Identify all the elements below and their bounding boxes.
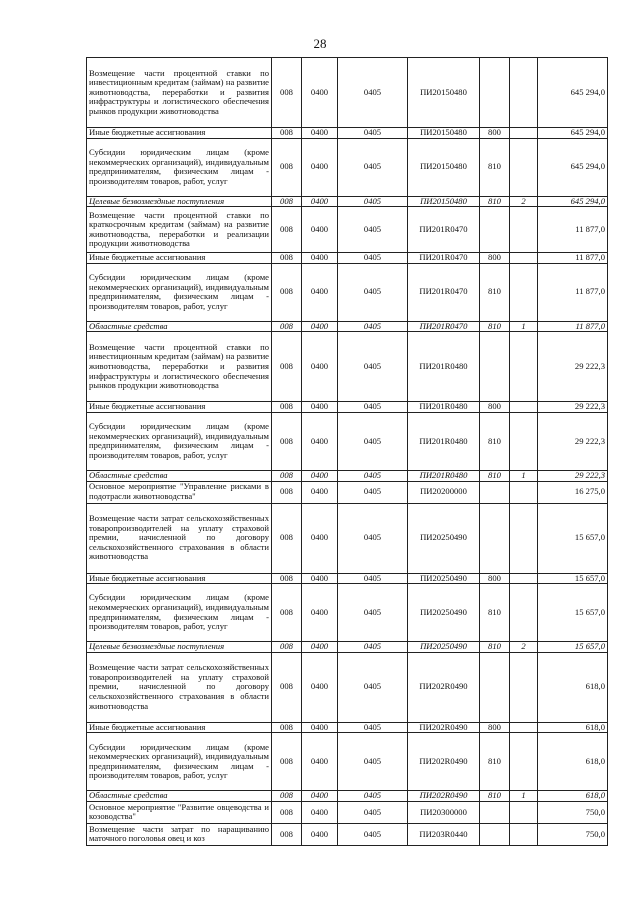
- target-article-cell: ПИ20150480: [408, 138, 480, 196]
- section-code-cell: 0400: [302, 652, 338, 722]
- section-code-cell: 0400: [302, 402, 338, 413]
- table-row: [87, 332, 608, 402]
- expense-type-cell: [480, 801, 510, 823]
- target-article-cell: ПИ20250490: [408, 573, 480, 584]
- amount-cell: 29 222,3: [538, 470, 608, 481]
- amount-cell: 618,0: [538, 733, 608, 791]
- subsection-code-cell: 0405: [338, 321, 408, 332]
- target-article-cell: ПИ20250490: [408, 503, 480, 573]
- table-row: [87, 196, 608, 207]
- name-cell: Возмещение части процентной ставки по краткосрочным кредитам (займам) на развитие животноводства, переработки и реализации продукции животноводства: [87, 207, 272, 253]
- target-article-cell: ПИ201R0470: [408, 253, 480, 264]
- budget-table: [86, 57, 608, 846]
- ministry-code-cell: 008: [272, 321, 302, 332]
- target-article-cell: ПИ20300000: [408, 801, 480, 823]
- target-article-cell: ПИ202R0490: [408, 791, 480, 802]
- name-cell: Возмещение части затрат сельскохозяйственных товаропроизводителей на уплату страховой премии, начисленной по договору сельскохозяйственного страхования в области животноводства: [87, 503, 272, 573]
- expense-type-cell: 810: [480, 791, 510, 802]
- funding-source-cell: [510, 801, 538, 823]
- name-cell: Возмещение части затрат сельскохозяйственных товаропроизводителей на уплату страховой премии, начисленной по договору сельскохозяйственного страхования в области животноводства: [87, 652, 272, 722]
- ministry-code-cell: 008: [272, 652, 302, 722]
- table-row: [87, 733, 608, 791]
- name-cell: Иные бюджетные ассигнования: [87, 253, 272, 264]
- target-article-cell: ПИ201R0480: [408, 332, 480, 402]
- target-article-cell: ПИ201R0470: [408, 263, 480, 321]
- subsection-code-cell: 0405: [338, 823, 408, 845]
- table-row: [87, 573, 608, 584]
- section-code-cell: 0400: [302, 253, 338, 264]
- expense-type-cell: 810: [480, 733, 510, 791]
- section-code-cell: 0400: [302, 321, 338, 332]
- ministry-code-cell: 008: [272, 412, 302, 470]
- amount-cell: 618,0: [538, 722, 608, 733]
- funding-source-cell: [510, 58, 538, 128]
- amount-cell: 11 877,0: [538, 321, 608, 332]
- amount-cell: 645 294,0: [538, 138, 608, 196]
- expense-type-cell: 800: [480, 722, 510, 733]
- table-row: [87, 481, 608, 503]
- expense-type-cell: 810: [480, 321, 510, 332]
- expense-type-cell: 810: [480, 196, 510, 207]
- expense-type-cell: [480, 823, 510, 845]
- funding-source-cell: [510, 722, 538, 733]
- expense-type-cell: [480, 652, 510, 722]
- section-code-cell: 0400: [302, 128, 338, 139]
- ministry-code-cell: 008: [272, 503, 302, 573]
- section-code-cell: 0400: [302, 503, 338, 573]
- name-cell: Субсидии юридическим лицам (кроме некоммерческих организаций), индивидуальным предпринимателям, физическим лицам - производителям товаров, работ, услуг: [87, 584, 272, 642]
- table-row: [87, 791, 608, 802]
- subsection-code-cell: 0405: [338, 722, 408, 733]
- target-article-cell: ПИ201R0470: [408, 207, 480, 253]
- ministry-code-cell: 008: [272, 128, 302, 139]
- funding-source-cell: [510, 263, 538, 321]
- target-article-cell: ПИ202R0490: [408, 652, 480, 722]
- ministry-code-cell: 008: [272, 402, 302, 413]
- table-row: [87, 402, 608, 413]
- ministry-code-cell: 008: [272, 573, 302, 584]
- subsection-code-cell: 0405: [338, 584, 408, 642]
- section-code-cell: 0400: [302, 263, 338, 321]
- expense-type-cell: [480, 481, 510, 503]
- subsection-code-cell: 0405: [338, 58, 408, 128]
- section-code-cell: 0400: [302, 196, 338, 207]
- name-cell: Субсидии юридическим лицам (кроме некоммерческих организаций), индивидуальным предпринимателям, физическим лицам - производителям товаров, работ, услуг: [87, 138, 272, 196]
- ministry-code-cell: 008: [272, 196, 302, 207]
- funding-source-cell: [510, 733, 538, 791]
- section-code-cell: 0400: [302, 573, 338, 584]
- amount-cell: 618,0: [538, 791, 608, 802]
- funding-source-cell: [510, 138, 538, 196]
- amount-cell: 15 657,0: [538, 573, 608, 584]
- ministry-code-cell: 008: [272, 791, 302, 802]
- table-row: [87, 207, 608, 253]
- expense-type-cell: [480, 58, 510, 128]
- funding-source-cell: [510, 253, 538, 264]
- table-row: [87, 128, 608, 139]
- ministry-code-cell: 008: [272, 584, 302, 642]
- funding-source-cell: 2: [510, 196, 538, 207]
- subsection-code-cell: 0405: [338, 207, 408, 253]
- ministry-code-cell: 008: [272, 58, 302, 128]
- ministry-code-cell: 008: [272, 470, 302, 481]
- section-code-cell: 0400: [302, 332, 338, 402]
- funding-source-cell: 2: [510, 642, 538, 653]
- subsection-code-cell: 0405: [338, 332, 408, 402]
- expense-type-cell: 800: [480, 573, 510, 584]
- table-row: [87, 642, 608, 653]
- funding-source-cell: [510, 481, 538, 503]
- amount-cell: 15 657,0: [538, 503, 608, 573]
- name-cell: Областные средства: [87, 791, 272, 802]
- target-article-cell: ПИ203R0440: [408, 823, 480, 845]
- name-cell: Основное мероприятие "Управление рисками в подотрасли животноводства": [87, 481, 272, 503]
- target-article-cell: ПИ20150480: [408, 128, 480, 139]
- funding-source-cell: [510, 823, 538, 845]
- table-row: [87, 412, 608, 470]
- name-cell: Иные бюджетные ассигнования: [87, 128, 272, 139]
- funding-source-cell: [510, 207, 538, 253]
- target-article-cell: ПИ201R0480: [408, 402, 480, 413]
- section-code-cell: 0400: [302, 642, 338, 653]
- subsection-code-cell: 0405: [338, 801, 408, 823]
- amount-cell: 750,0: [538, 823, 608, 845]
- target-article-cell: ПИ20150480: [408, 196, 480, 207]
- name-cell: Субсидии юридическим лицам (кроме некоммерческих организаций), индивидуальным предпринимателям, физическим лицам - производителям товаров, работ, услуг: [87, 733, 272, 791]
- expense-type-cell: 810: [480, 470, 510, 481]
- target-article-cell: ПИ201R0470: [408, 321, 480, 332]
- ministry-code-cell: 008: [272, 733, 302, 791]
- amount-cell: 29 222,3: [538, 412, 608, 470]
- table-row: [87, 263, 608, 321]
- amount-cell: 15 657,0: [538, 642, 608, 653]
- ministry-code-cell: 008: [272, 801, 302, 823]
- name-cell: Субсидии юридическим лицам (кроме некоммерческих организаций), индивидуальным предпринимателям, физическим лицам - производителям товаров, работ, услуг: [87, 412, 272, 470]
- amount-cell: 15 657,0: [538, 584, 608, 642]
- name-cell: Целевые безвозмездные поступления: [87, 196, 272, 207]
- subsection-code-cell: 0405: [338, 138, 408, 196]
- ministry-code-cell: 008: [272, 253, 302, 264]
- target-article-cell: ПИ201R0480: [408, 412, 480, 470]
- name-cell: Основное мероприятие "Развитие овцеводства и козоводства": [87, 801, 272, 823]
- table-row: [87, 722, 608, 733]
- subsection-code-cell: 0405: [338, 503, 408, 573]
- subsection-code-cell: 0405: [338, 412, 408, 470]
- section-code-cell: 0400: [302, 584, 338, 642]
- section-code-cell: 0400: [302, 470, 338, 481]
- section-code-cell: 0400: [302, 801, 338, 823]
- name-cell: Иные бюджетные ассигнования: [87, 722, 272, 733]
- name-cell: Целевые безвозмездные поступления: [87, 642, 272, 653]
- target-article-cell: ПИ202R0490: [408, 733, 480, 791]
- amount-cell: 618,0: [538, 652, 608, 722]
- subsection-code-cell: 0405: [338, 470, 408, 481]
- expense-type-cell: 800: [480, 128, 510, 139]
- expense-type-cell: 810: [480, 138, 510, 196]
- amount-cell: 11 877,0: [538, 253, 608, 264]
- funding-source-cell: 1: [510, 321, 538, 332]
- ministry-code-cell: 008: [272, 207, 302, 253]
- target-article-cell: ПИ20200000: [408, 481, 480, 503]
- subsection-code-cell: 0405: [338, 642, 408, 653]
- target-article-cell: ПИ20150480: [408, 58, 480, 128]
- expense-type-cell: 810: [480, 584, 510, 642]
- section-code-cell: 0400: [302, 791, 338, 802]
- target-article-cell: ПИ201R0480: [408, 470, 480, 481]
- subsection-code-cell: 0405: [338, 733, 408, 791]
- expense-type-cell: [480, 503, 510, 573]
- expense-type-cell: [480, 332, 510, 402]
- name-cell: Субсидии юридическим лицам (кроме некоммерческих организаций), индивидуальным предпринимателям, физическим лицам - производителям товаров, работ, услуг: [87, 263, 272, 321]
- subsection-code-cell: 0405: [338, 263, 408, 321]
- funding-source-cell: [510, 503, 538, 573]
- funding-source-cell: 1: [510, 791, 538, 802]
- subsection-code-cell: 0405: [338, 196, 408, 207]
- expense-type-cell: 810: [480, 642, 510, 653]
- target-article-cell: ПИ20250490: [408, 642, 480, 653]
- expense-type-cell: [480, 207, 510, 253]
- amount-cell: 750,0: [538, 801, 608, 823]
- amount-cell: 645 294,0: [538, 58, 608, 128]
- name-cell: Областные средства: [87, 470, 272, 481]
- ministry-code-cell: 008: [272, 823, 302, 845]
- table-row: [87, 503, 608, 573]
- amount-cell: 645 294,0: [538, 128, 608, 139]
- amount-cell: 16 275,0: [538, 481, 608, 503]
- ministry-code-cell: 008: [272, 481, 302, 503]
- funding-source-cell: [510, 584, 538, 642]
- subsection-code-cell: 0405: [338, 652, 408, 722]
- name-cell: Возмещение части процентной ставки по инвестиционным кредитам (займам) на развитие животноводства, переработки и развития инфраструктуры и логистического обеспечения рынков продукции животноводства: [87, 58, 272, 128]
- ministry-code-cell: 008: [272, 263, 302, 321]
- table-row: [87, 58, 608, 128]
- subsection-code-cell: 0405: [338, 253, 408, 264]
- subsection-code-cell: 0405: [338, 573, 408, 584]
- section-code-cell: 0400: [302, 722, 338, 733]
- section-code-cell: 0400: [302, 823, 338, 845]
- subsection-code-cell: 0405: [338, 128, 408, 139]
- section-code-cell: 0400: [302, 481, 338, 503]
- funding-source-cell: [510, 402, 538, 413]
- funding-source-cell: [510, 128, 538, 139]
- table-row: [87, 652, 608, 722]
- amount-cell: 29 222,3: [538, 332, 608, 402]
- section-code-cell: 0400: [302, 412, 338, 470]
- amount-cell: 645 294,0: [538, 196, 608, 207]
- subsection-code-cell: 0405: [338, 481, 408, 503]
- target-article-cell: ПИ20250490: [408, 584, 480, 642]
- subsection-code-cell: 0405: [338, 402, 408, 413]
- section-code-cell: 0400: [302, 207, 338, 253]
- ministry-code-cell: 008: [272, 642, 302, 653]
- name-cell: Возмещение части процентной ставки по инвестиционным кредитам (займам) на развитие животноводства, переработки и развития инфраструктуры и логистического обеспечения рынков продукции животноводства: [87, 332, 272, 402]
- ministry-code-cell: 008: [272, 138, 302, 196]
- page-number: 28: [313, 36, 327, 51]
- name-cell: Иные бюджетные ассигнования: [87, 573, 272, 584]
- expense-type-cell: 800: [480, 253, 510, 264]
- funding-source-cell: [510, 332, 538, 402]
- target-article-cell: ПИ202R0490: [408, 722, 480, 733]
- expense-type-cell: 810: [480, 412, 510, 470]
- funding-source-cell: [510, 412, 538, 470]
- ministry-code-cell: 008: [272, 722, 302, 733]
- funding-source-cell: [510, 573, 538, 584]
- name-cell: Иные бюджетные ассигнования: [87, 402, 272, 413]
- table-row: [87, 253, 608, 264]
- amount-cell: 29 222,3: [538, 402, 608, 413]
- section-code-cell: 0400: [302, 58, 338, 128]
- amount-cell: 11 877,0: [538, 207, 608, 253]
- table-row: [87, 321, 608, 332]
- section-code-cell: 0400: [302, 138, 338, 196]
- name-cell: Возмещение части затрат по наращиванию маточного поголовья овец и коз: [87, 823, 272, 845]
- table-row: [87, 801, 608, 823]
- funding-source-cell: [510, 652, 538, 722]
- subsection-code-cell: 0405: [338, 791, 408, 802]
- amount-cell: 11 877,0: [538, 263, 608, 321]
- table-row: [87, 470, 608, 481]
- section-code-cell: 0400: [302, 733, 338, 791]
- expense-type-cell: 800: [480, 402, 510, 413]
- funding-source-cell: 1: [510, 470, 538, 481]
- name-cell: Областные средства: [87, 321, 272, 332]
- table-row: [87, 823, 608, 845]
- expense-type-cell: 810: [480, 263, 510, 321]
- table-row: [87, 138, 608, 196]
- table-row: [87, 584, 608, 642]
- ministry-code-cell: 008: [272, 332, 302, 402]
